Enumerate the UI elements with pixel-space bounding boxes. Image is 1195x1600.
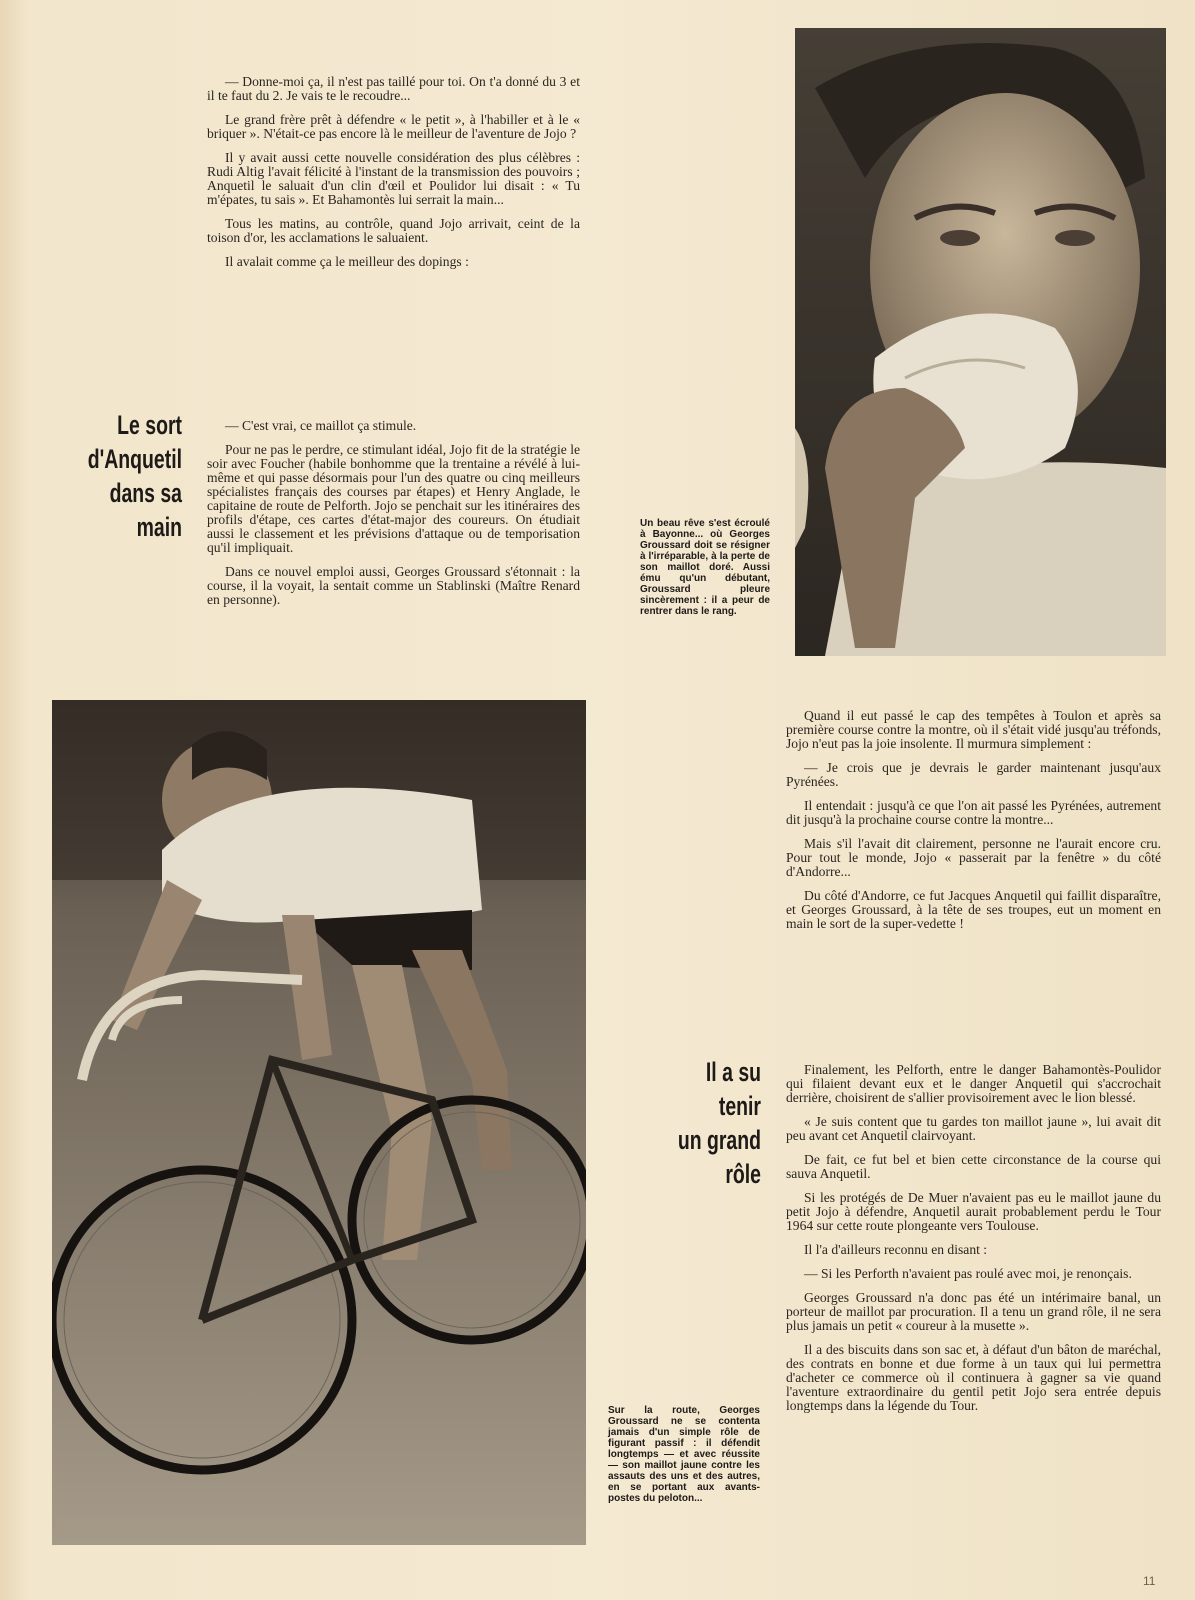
paragraph: Finalement, les Pelforth, entre le danger Bahamontès-Poulidor qui filaient devant eux et le danger Anquetil qui s'accrochait derrière, choisirent de s'allier provisoirement avec le lion blessé. bbox=[786, 1062, 1161, 1105]
paragraph: Il entendait : jusqu'à ce que l'on ait passé les Pyrénées, autrement dit jusqu'à la prochaine course contre la montre... bbox=[786, 798, 1161, 827]
photo-illustration bbox=[795, 28, 1166, 656]
heading-line: main bbox=[136, 512, 182, 542]
heading-line: dans sa bbox=[109, 478, 182, 508]
paragraph: Il l'a d'ailleurs reconnu en disant : bbox=[804, 1242, 988, 1257]
paragraph: « Je suis content que tu gardes ton maillot jaune », lui avait dit peu avant cet Anquetil clairvoyant. bbox=[786, 1114, 1161, 1143]
left-column-top bbox=[207, 75, 580, 279]
paragraph: Dans ce nouvel emploi aussi, Georges Groussard s'étonnait : la course, il la voyait, la sentait comme un Stablinski (Maître Renard en personne). bbox=[207, 564, 580, 607]
paragraph: — Je crois que je devrais le garder maintenant jusqu'aux Pyrénées. bbox=[786, 760, 1161, 789]
section-heading-grand-role bbox=[574, 1055, 761, 1191]
paragraph: Il avalait comme ça le meilleur des dopings : bbox=[225, 254, 469, 269]
photo-caption-bayonne: Un beau rêve s'est écroulé à Bayonne... où Georges Groussard doit se résigner à l'irréparable, à la perte de son maillot doré. Aussi ému qu'un débutant, Groussard pleure sincèrement : il a peur de rentrer dans le rang. bbox=[640, 518, 770, 617]
paragraph: Mais s'il l'avait dit clairement, personne ne l'aurait encore cru. Pour tout le monde, Jojo « passerait par la fenêtre » du côté d'Andorre... bbox=[786, 836, 1161, 879]
paragraph: — Si les Perforth n'avaient pas roulé avec moi, je renonçais. bbox=[804, 1266, 1132, 1281]
photo-illustration bbox=[52, 700, 586, 1545]
paragraph: Du côté d'Andorre, ce fut Jacques Anquetil qui faillit disparaître, et Georges Groussard, à la tête de ses troupes, eut un moment en main le sort de la super-vedette ! bbox=[786, 888, 1161, 931]
heading-line: rôle bbox=[725, 1159, 761, 1189]
heading-line: d'Anquetil bbox=[87, 444, 182, 474]
paragraph: Il a des biscuits dans son sac et, à défaut d'un bâton de maréchal, des contrats en bonne et due forme à un taux qui lui permettra d'acheter ce commerce où il continuera à gagner sa vie quand l'aventure extraordinaire du gentil petit Jojo sera entrée depuis longtemps dans la légende du Tour. bbox=[786, 1342, 1161, 1413]
section1-text bbox=[207, 419, 580, 617]
paragraph: Si les protégés de De Muer n'avaient pas eu le maillot jaune du petit Jojo à défendre, Anquetil aurait probablement perdu le Tour 1964 sur cette route plongeante vers Toulouse. bbox=[786, 1190, 1161, 1233]
paragraph: — Donne-moi ça, il n'est pas taillé pour toi. On t'a donné du 3 et il te faut du 2. Je vais te le recoudre... bbox=[207, 74, 580, 103]
photo-groussard-cycling bbox=[52, 700, 586, 1545]
paragraph: Pour ne pas le perdre, ce stimulant idéal, Jojo fit de la stratégie le soir avec Foucher (habile bonhomme que la trentaine a révélé à lui-même et qui passe désormais pour l'un des quatre ou cinq meilleurs spécialistes français des courses par étapes) et Henry Anglade, le capitaine de route de Pelforth. Jojo se penchait sur les itinéraires des profils d'étape, ces cartes d'état-major des coureurs. On étudiait aussi le classement et les prévisions d'attaque ou de temporisation qu'il impliquait. bbox=[207, 442, 580, 555]
photo-groussard-crying bbox=[795, 28, 1166, 656]
photo-caption-road: Sur la route, Georges Groussard ne se contenta jamais d'un simple rôle de figurant passif : il défendit longtemps — et avec réussite — son maillot jaune contre les assauts des uns et des autres, en se portant aux avants-postes du peloton... bbox=[608, 1405, 760, 1504]
section-heading-sort-anquetil bbox=[0, 408, 182, 544]
paragraph: Il y avait aussi cette nouvelle considération des plus célèbres : Rudi Altig l'avait félicité à l'instant de la transmission des pouvoirs ; Anquetil le saluait d'un clin d'œil et Poulidor lui disait : « Tu m'épates, tu sais ». Et Bahamontès lui serrait la main... bbox=[207, 150, 580, 207]
heading-line: Il a su bbox=[705, 1057, 761, 1087]
page-number: 11 bbox=[1143, 1574, 1156, 1588]
heading-line: tenir bbox=[718, 1091, 761, 1121]
heading-line: un grand bbox=[677, 1125, 761, 1155]
paragraph: Georges Groussard n'a donc pas été un intérimaire banal, un porteur de maillot par procuration. Il a tenu un grand rôle, il ne sera plus jamais un petit « coureur à la musette ». bbox=[786, 1290, 1161, 1333]
paragraph: Quand il eut passé le cap des tempêtes à Toulon et après sa première course contre la montre, où il s'était vidé jusqu'au tréfonds, Jojo n'eut pas la joie insolente. Il murmura simplement : bbox=[786, 708, 1161, 751]
paragraph: Le grand frère prêt à défendre « le petit », à l'habiller et à le « briquer ». N'était-ce pas encore là le meilleur de l'aventure de Jojo ? bbox=[207, 112, 580, 141]
heading-line: Le sort bbox=[117, 410, 182, 440]
paragraph: De fait, ce fut bel et bien cette circonstance de la course qui sauva Anquetil. bbox=[786, 1152, 1161, 1181]
right-column-text bbox=[786, 709, 1161, 941]
paragraph: — C'est vrai, ce maillot ça stimule. bbox=[225, 418, 417, 433]
section2-text bbox=[786, 1063, 1161, 1423]
paragraph: Tous les matins, au contrôle, quand Jojo arrivait, ceint de la toison d'or, les acclamations le saluaient. bbox=[207, 216, 580, 245]
